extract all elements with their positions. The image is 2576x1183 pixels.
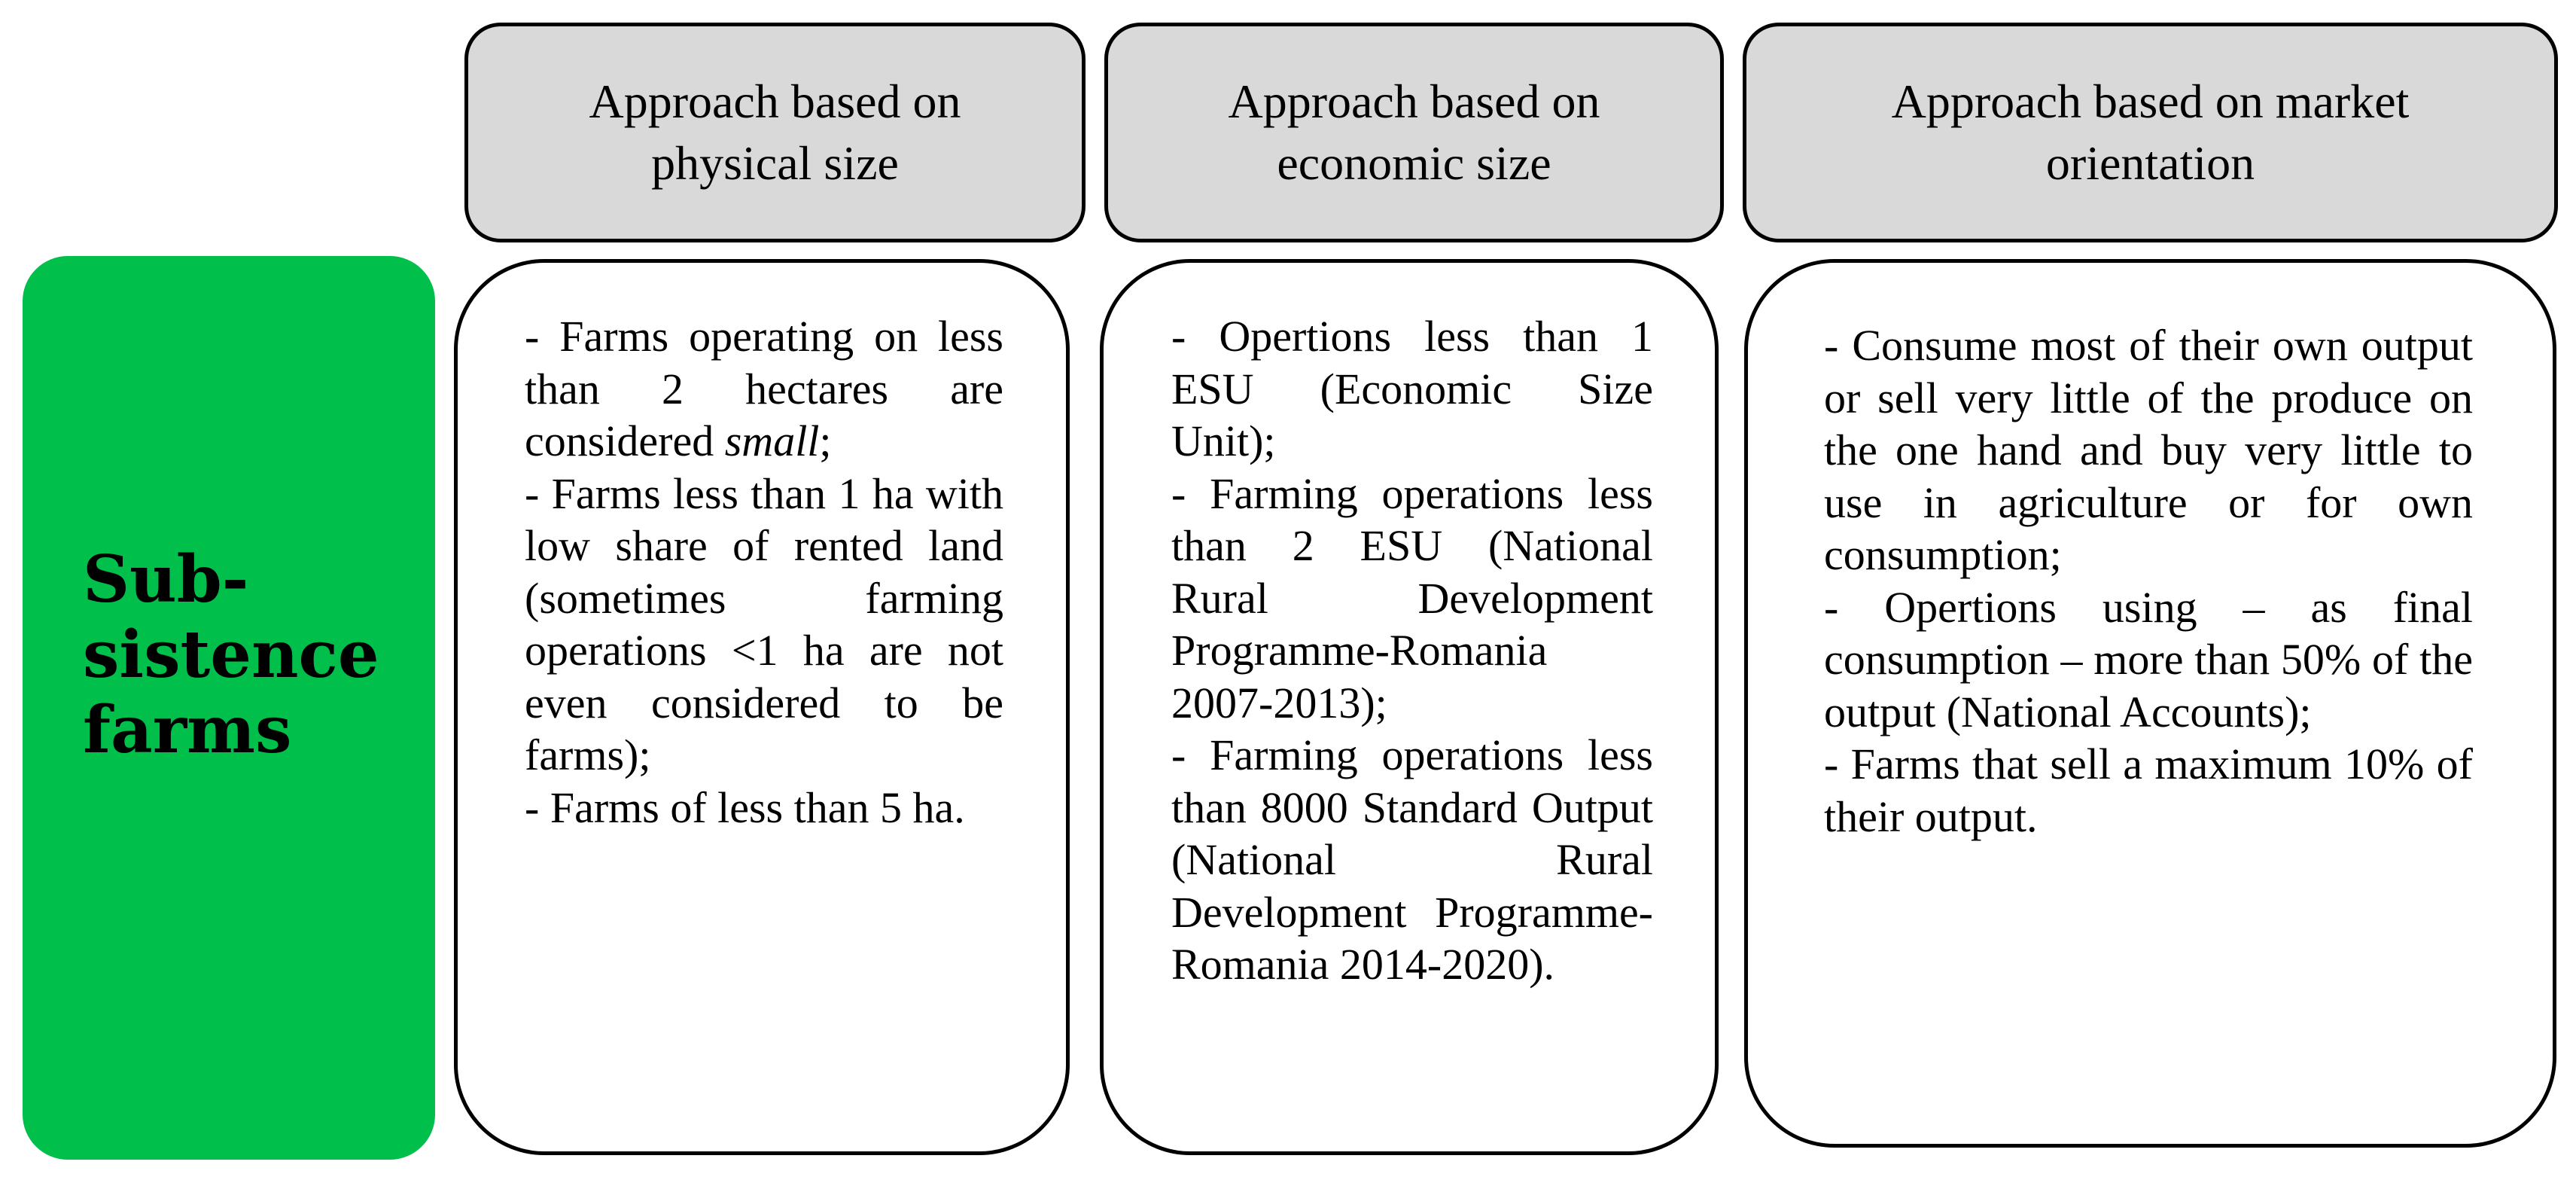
row-label-line: Sub- <box>83 541 249 617</box>
header-line: Approach based on market <box>1891 75 2410 128</box>
criterion-item: - Farms less than 1 ha with low share of rented land (sometimes farming operations <1 ha are not even considered to be farms); <box>525 468 1003 779</box>
content-text-physical-size <box>525 310 1003 834</box>
criterion-item: - Farming operations less than 8000 Standard Output (National Rural Development Programme-Romania 2014-2020). <box>1171 730 1653 989</box>
header-market-orientation <box>1743 23 2558 242</box>
emphasis-small: small <box>724 416 820 465</box>
criterion-item: - Farming operations less than 2 ESU (National Rural Development Programme-Romania 2007-2013); <box>1171 468 1653 727</box>
header-line: economic size <box>1277 136 1551 190</box>
header-line: Approach based on <box>1228 75 1600 128</box>
row-label-text <box>83 542 379 768</box>
row-label-line: farms <box>83 692 292 768</box>
criterion-item: - Farms operating on less than 2 hectares are considered small; <box>525 312 1003 465</box>
criterion-item: - Opertions less than 1 ESU (Economic Size Unit); <box>1171 312 1653 465</box>
row-label-line: sistence <box>83 617 379 693</box>
header-line: orientation <box>2045 136 2255 190</box>
content-text-economic-size <box>1171 310 1653 991</box>
header-economic-size <box>1104 23 1724 242</box>
row-label-subsistence-farms <box>23 256 435 1160</box>
content-text-market-orientation <box>1824 319 2473 843</box>
header-line: physical size <box>651 136 899 190</box>
criterion-item: - Opertions using – as final consumption – more than 50% of the output (National Accounts); <box>1824 582 2473 736</box>
header-line: Approach based on <box>589 75 961 128</box>
criterion-item: - Farms of less than 5 ha. <box>525 782 965 832</box>
header-physical-size <box>464 23 1086 242</box>
criterion-item: - Consume most of their own output or sell very little of the produce on the one hand and buy very little to use in agriculture or for own consumption; <box>1824 321 2473 579</box>
criterion-item: - Farms that sell a maximum 10% of their output. <box>1824 739 2473 841</box>
